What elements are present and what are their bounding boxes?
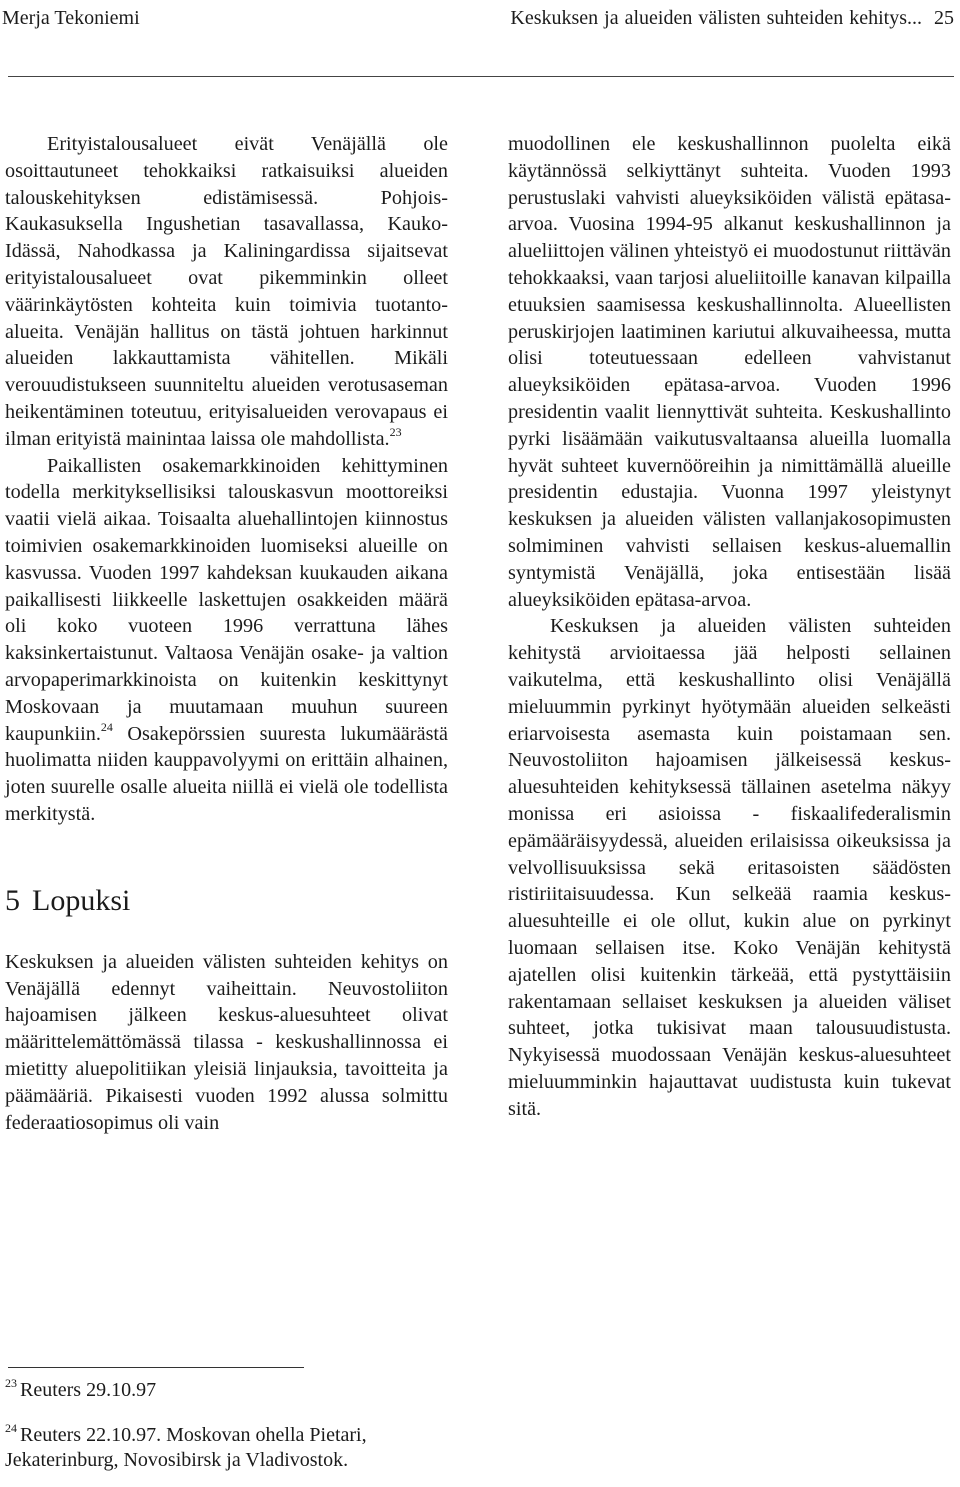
running-header-author: Merja Tekoniemi [2,7,140,29]
running-header-title [510,6,954,30]
footnote-reference[interactable]: 24 [100,719,113,734]
paragraph-text: Paikallisten osakemarkkinoiden kehittyminen todella merkityksellisiksi talouskasvun moottoreiksi vaatii vielä aikaa. Toisaalta aluehallintojen kiinnostus toimivien osakemarkkinoiden luomiseksi alueille on kasvussa. Vuoden 1997 kahdeksan kuukauden aikana paikallisesti liikkeelle laskettujen osakkeiden määrä oli koko vuoteen 1996 verrattuna lähes kaksinkertaistunut. Valtaosa Venäjän osake- ja valtion arvopaperimarkkinoista on kuitenkin keskittynyt Moskovaan ja muutamaan muuhun suureen kaupunkiin. [5,454,448,745]
footnote-text: Reuters 22.10.97. Moskovan ohella Pietari, Jekaterinburg, Novosibirsk ja Vladivostok. [5,1424,367,1471]
header-rule [8,76,954,77]
section-title: Lopuksi [32,883,131,917]
paragraph-text: Erityistalousalueet eivät Venäjällä ole osoittautuneet tehokkaiksi ratkaisuiksi alueiden talouskehityksen edistämisessä. Pohjois-Kaukasuksella Ingushetian tasavallassa, Kauko-Idässä, Nahodkassa ja Kaliningardissa sijaitsevat erityistalousalueet ovat pikemminkin olleet väärinkäytösten kohteita kuin toimivia tuotanto-alueita. Venäjän hallitus on tästä johtuen harkinnut alueiden lakkauttamista vähitellen. Mikäli verouudistukseen suunniteltu alueiden verotusaseman heikentäminen toteutuu, erityisalueiden verovapaus ei ilman erityistä mainintaa laissa ole mahdollista. [5,133,448,450]
section-number: 5 [5,883,20,917]
left-column [5,131,448,1136]
paragraph-text: Osakepörssien suuresta lukumäärästä huolimatta niiden kauppavolyymi on erittäin alhainen, joten suurelle osalle alueita niillä ei vielä ole todellista merkitystä. [5,722,448,825]
body-paragraph: Keskuksen ja alueiden välisten suhteiden kehitys on Venäjällä edennyt vaiheittain. Neuvostoliiton hajoamisen jälkeen keskus-aluesuhteet olivat määrittelemättömässä tilassa - keskushallinnossa ei mietitty aluepolitiikan yleisiä linjauksia, tavoitteita ja päämääriä. Pikaisesti vuoden 1992 alussa solmittu federaatiosopimus oli vain [5,950,448,1134]
footnote-rule [8,1367,304,1368]
footnote-number: 24 [5,1421,17,1435]
footnotes [5,1378,448,1473]
right-column [508,131,951,1122]
footnote-reference[interactable]: 23 [389,424,402,439]
body-paragraph: Keskuksen ja alueiden välisten suhteiden kehitystä arvioitaessa jää helposti sellainen vaikutelma, että keskushallinto olisi Venäjällä mieluummin pyrkinyt hyötymään alueiden selkeästi eriarvoisesta asemasta kuin poistamaan sen. Neuvostoliiton hajoamisen jälkeisessä keskus-aluesuhteiden kehityksessä tällainen asetelma näkyy monissa eri asioissa - fiskaalifederalismin epämääräisyydessä, alueiden erilaisissa oikeuksissa ja velvollisuuksissa sekä eritasoisten säädösten ristiriitaisuudessa. Kun selkeää raamia keskus-aluesuhteille ei ole ollut, kukin alue on pyrkinyt luomaan sellaisen itse. Koko Venäjän kehitystä ajatellen olisi kuitenkin tärkeää, että pystyttäisiin rakentamaan sellaiset keskuksen ja alueiden väliset suhteet, jotka tukisivat maan talousuudistusta. Nykyisessä muodossaan Venäjän keskus-aluesuhteet mieluumminkin hajauttavat uudistusta kuin tukevat sitä. [508,615,951,1120]
body-paragraph [5,131,448,453]
body-paragraph: muodollinen ele keskushallinnon puolelta eikä käytännössä selkiyttänyt suhteita. Vuoden 1993 perustuslaki vahvisti alueyksiköiden välistä epätasa-arvoa. Vuosina 1994-95 alkanut keskushallinnon ja alueliittojen välinen yhteistyö ei muodostunut riittävän tehokkaaksi, vaan tarjosi alueliitoille kanavan kilpailla etuuksien saamisessa keskushallinnolta. Alueellisten peruskirjojen laatiminen kariutui alkuvaiheessa, mutta olisi toteutuessaan edelleen vahvistanut alueyksiköiden epätasa-arvoa. Vuoden 1996 presidentin vaalit liennyttivät suhteita. Keskushallinto pyrki lisäämään vaikutusvaltaansa alueilla luomalla hyvät suhteet kuvernööreihin ja nimittämällä alueille presidentin edustajia. Vuonna 1997 yleistynyt keskuksen ja alueiden välisten vallanjakosopimusten solmiminen vahvisti sellaisen keskus-aluemallin syntymistä Venäjällä, joka entisestään lisää alueyksiköiden epätasa-arvoa. [508,133,951,611]
body-paragraph [5,453,448,828]
footnote [5,1378,448,1403]
section-heading [5,828,448,949]
footnote [5,1423,448,1473]
page-number: 25 [934,7,954,29]
footnote-text: Reuters 29.10.97 [20,1379,157,1401]
footnote-number: 23 [5,1376,17,1390]
running-title: Keskuksen ja alueiden välisten suhteiden kehitys... [510,7,922,29]
